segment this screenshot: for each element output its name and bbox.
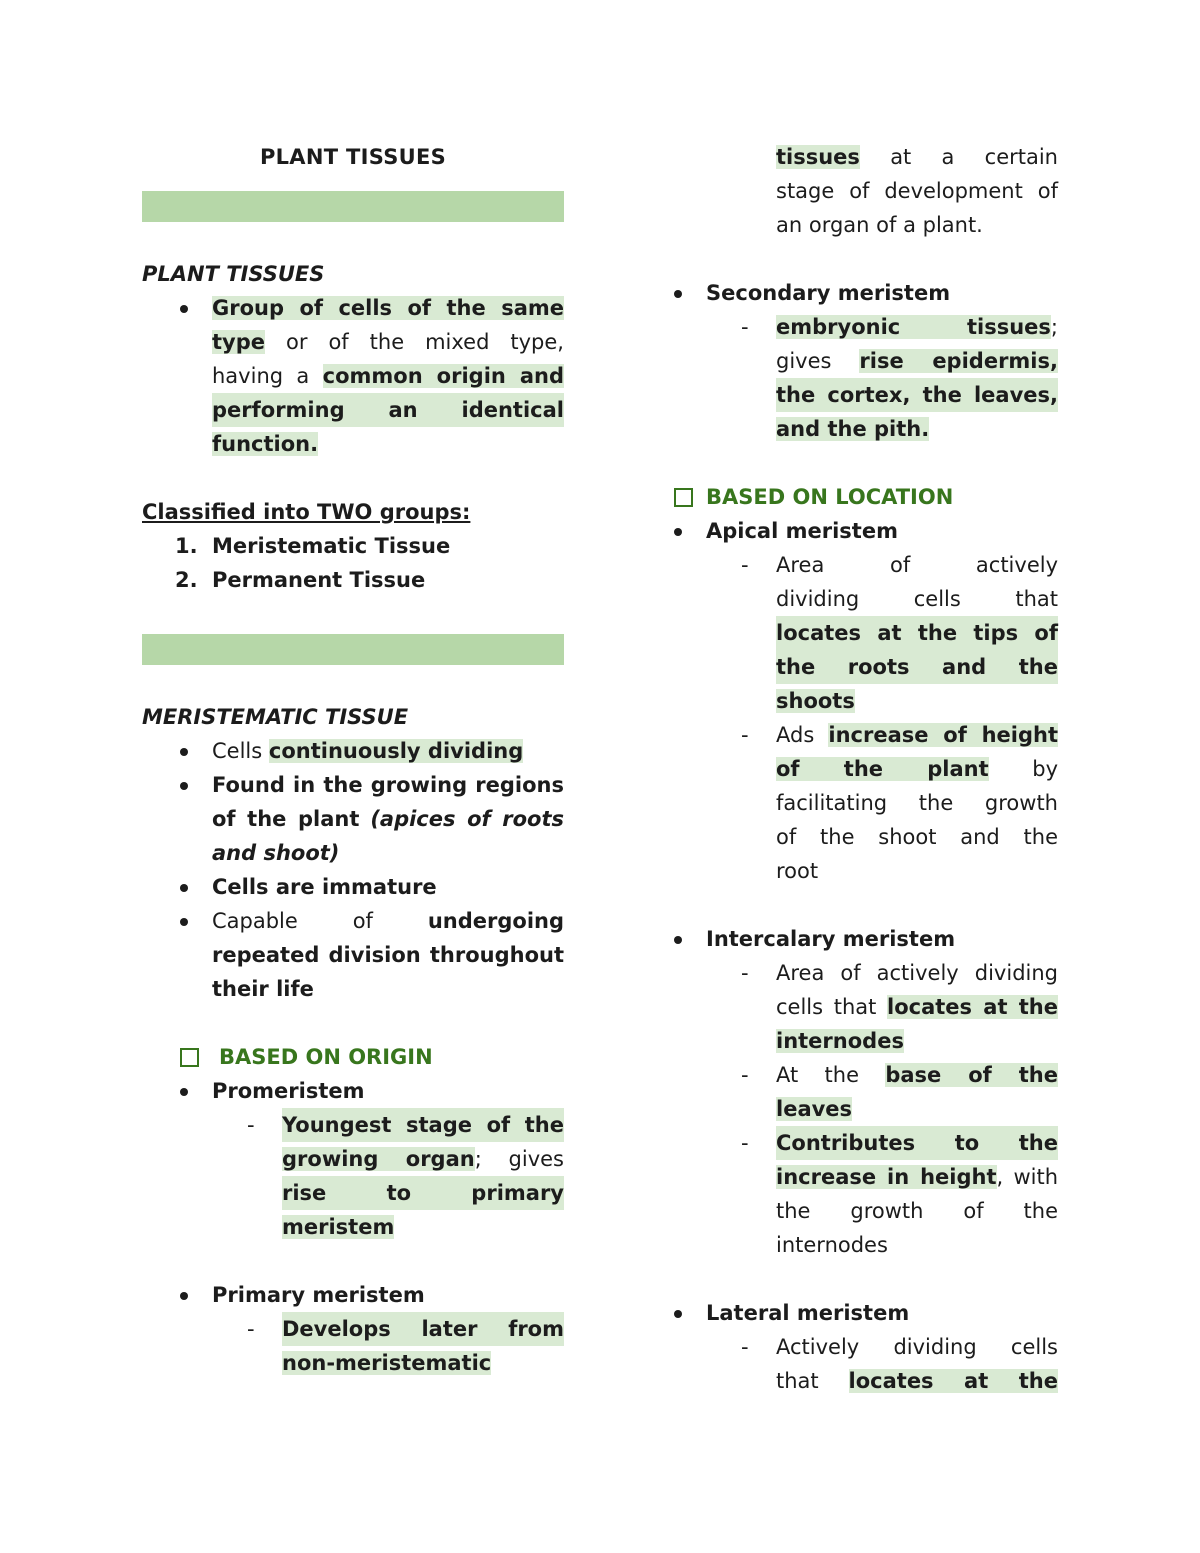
- list-item: Cells continuously dividing: [142, 734, 564, 768]
- sub-item: - Youngest stage of the growing organ; gives rise to primary meristem: [142, 1108, 564, 1244]
- bullet-icon: [180, 884, 188, 892]
- list-item-secondary-meristem: Secondary meristem: [670, 276, 1058, 310]
- section-heading-meristematic: MERISTEMATIC TISSUE: [142, 705, 409, 729]
- section-divider-bar: [142, 191, 564, 222]
- sub-item: - Actively dividing cells that locates at the: [741, 1335, 1058, 1393]
- sub-item: - Area of actively dividing cells that locates at the internodes: [741, 961, 1058, 1053]
- list-item-intercalary-meristem: Intercalary meristem: [670, 922, 1058, 956]
- right-column: [670, 140, 1058, 1398]
- bullet-icon: [180, 782, 188, 790]
- heading-based-on-location: BASED ON LOCATION: [670, 480, 1058, 514]
- bullet-icon: [674, 290, 682, 298]
- section-divider-bar: [142, 634, 564, 665]
- page-title: PLANT TISSUES: [259, 145, 447, 169]
- list-item-apical-meristem: Apical meristem: [670, 514, 1058, 548]
- sub-item: - At the base of the leaves: [741, 1063, 1058, 1121]
- bullet-icon: [180, 305, 188, 313]
- list-item-primary-meristem: Primary meristem: [142, 1278, 564, 1312]
- list-item: Capable of undergoing repeated division throughout their life: [142, 904, 564, 1006]
- checkbox-icon: [674, 488, 693, 507]
- numbered-list: [142, 529, 564, 597]
- checkbox-icon: [180, 1048, 199, 1067]
- sub-item: - embryonic tissues; gives rise epidermis, the cortex, the leaves, and the pith.: [741, 315, 1058, 441]
- heading-based-on-origin: BASED ON ORIGIN: [142, 1040, 564, 1074]
- sub-item: - Area of actively dividing cells that locates at the tips of the roots and the shoots: [741, 553, 1058, 713]
- bullet-icon: [674, 936, 682, 944]
- list-item-promeristem: Promeristem: [142, 1074, 564, 1108]
- list-item: 1. Meristematic Tissue: [175, 534, 451, 558]
- list-item-definition: Group of cells of the same type or of the mixed type, having a common origin and performing an identical function.: [142, 291, 564, 461]
- sub-item: - Ads increase of height of the plant by facilitating the growth of the shoot and the root: [741, 723, 1058, 883]
- list-item: Found in the growing regions of the plant (apices of roots and shoot): [142, 768, 564, 870]
- bullet-icon: [180, 1292, 188, 1300]
- list-item: Cells are immature: [142, 870, 564, 904]
- bullet-icon: [180, 748, 188, 756]
- list-item: 2. Permanent Tissue: [175, 568, 426, 592]
- left-column: [142, 140, 564, 1380]
- sub-item: - Develops later from non-meristematic: [142, 1312, 564, 1380]
- classified-heading: Classified into TWO groups:: [142, 500, 471, 524]
- bullet-icon: [180, 1088, 188, 1096]
- sub-item: - Contributes to the increase in height, with the growth of the internodes: [670, 1126, 1058, 1262]
- section-heading-plant-tissues: PLANT TISSUES: [142, 262, 325, 286]
- bullet-icon: [180, 918, 188, 926]
- bullet-icon: [674, 1310, 682, 1318]
- sub-item-continued: tissues at a certain stage of development of an organ of a plant.: [776, 145, 1058, 237]
- bullet-icon: [674, 528, 682, 536]
- list-item-lateral-meristem: Lateral meristem: [670, 1296, 1058, 1330]
